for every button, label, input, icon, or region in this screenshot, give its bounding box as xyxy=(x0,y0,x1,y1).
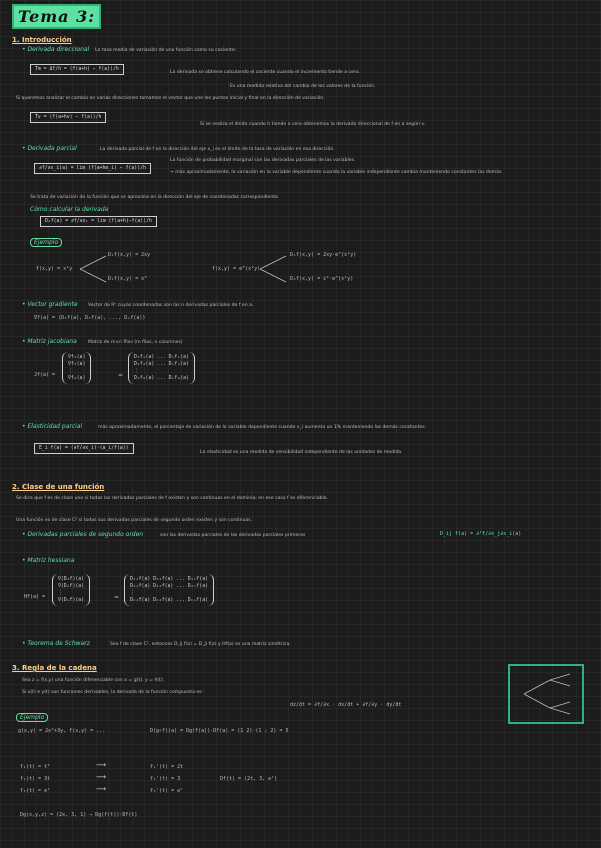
parcial-definition: La derivada parcial de f en la dirección del eje x_i es el límite de la tasa de variación en esa dirección. xyxy=(100,147,335,152)
section-3-text-1: Sea z = f(x,y) una función diferenciable con x = g(t), y = h(t). xyxy=(22,678,165,683)
section-3-text-3: dz/dt = ∂f/∂x · dx/dt + ∂f/∂y · dy/dt xyxy=(290,702,402,708)
hess-dots: ⋮ xyxy=(58,591,63,596)
page-title: Tema 3: xyxy=(12,4,101,29)
jac-dots-2: ⋮ xyxy=(134,369,139,374)
elasticidad-subheading: • Elasticidad parcial xyxy=(22,423,83,430)
example-gy: D₂f(x,y) = x²·e^(x²y) xyxy=(290,276,354,282)
hess-row-1-grad: ∇(D₁f)(a) xyxy=(58,577,84,582)
branch-arrows-1 xyxy=(78,252,108,286)
jac-dots: ⋮ xyxy=(68,369,73,374)
elasticidad-definition: más aproximadamente, el porcentaje de variación de la variable dependiente cuando x_i aumenta un 1% manteniendo las demás constantes. xyxy=(98,425,427,430)
example-fx: D₁f(x,y) = 2xy xyxy=(108,252,151,258)
chain-d2: f₂'(t) = 3 xyxy=(150,776,181,782)
example-gx: D₁f(x,y) = 2xy·e^(x²y) xyxy=(290,252,357,258)
chain-ex-line-2: D(g∘f)(a) = Dg(f(a))·Df(a) = (1 2)·(1 ; 2) = 5 xyxy=(150,728,289,734)
chain-rule-tree-diagram xyxy=(508,664,584,724)
hessiana-subheading: • Matriz hessiana xyxy=(22,557,75,564)
hess-equals: = xyxy=(114,594,120,601)
section-3-heading: 3. Regla de la cadena xyxy=(12,664,97,672)
jac-row-3-grad: ∇fₘ(a) xyxy=(68,376,86,381)
gradiente-subheading: • Vector gradiente xyxy=(22,301,78,308)
chain-f3: f₃(t) = eᵗ xyxy=(20,788,51,794)
parcial-note-1: La función de probabilidad marginal son las derivadas parciales de las variables. xyxy=(170,158,356,163)
jacobiana-matrix-right xyxy=(128,352,195,384)
jac-row-3-values: D₁fₘ(a) ... Dₙfₘ(a) xyxy=(134,376,189,381)
hess-dots-2: ⋮ xyxy=(130,591,135,596)
example-fy: D₂f(x,y) = x² xyxy=(108,276,148,282)
example-g: f(x,y) = e^(x²y) xyxy=(212,266,261,272)
chain-f2: f₂(t) = 3t xyxy=(20,776,51,782)
ejemplo-label: Ejemplo xyxy=(30,238,62,247)
jacobiana-subheading: • Matriz jacobiana xyxy=(22,338,77,345)
chain-d1: f₁'(t) = 2t xyxy=(150,764,184,770)
jacobiana-definition: Matriz de m×n filas (m filas, n columnas) xyxy=(88,340,183,345)
jacobiana-label: Jf(a) = xyxy=(34,372,56,378)
hess-row-3-grad: ∇(Dₙf)(a) xyxy=(58,598,84,603)
parcial-note-2: → más aproximadamente, la variación en la variable dependiente cuando la variable independiente cambia manteniendo constantes las demás. xyxy=(170,170,503,175)
jacobiana-matrix-left xyxy=(62,352,91,384)
schwarz-text: Sea f de clase C², entonces D_ij f(a) = D_ji f(a) y Hf(a) es una matriz simétrica. xyxy=(110,642,291,647)
gradiente-formula: ∇f(a) = (D₁f(a), D₂f(a), ..., Dₙf(a)) xyxy=(34,315,146,321)
jac-row-1-values: D₁f₁(a) ... Dₙf₁(a) xyxy=(134,355,189,360)
hess-row-2-values: D₂₁f(a) D₂₂f(a) ... D₂ₙf(a) xyxy=(130,584,208,589)
gradiente-definition: Vector de Rⁿ cuyas coordenadas son las n derivadas parciales de f en a. xyxy=(88,303,254,308)
section-2-heading: 2. Clase de una función xyxy=(12,483,105,491)
hessiana-matrix-right xyxy=(124,574,214,606)
chain-d3: f₃'(t) = eᵗ xyxy=(150,788,184,794)
arrow-3: ⟶ xyxy=(96,785,107,793)
tv-formula: Tv = (f(a+hv) − f(a))/h xyxy=(30,112,106,123)
parcial-note-3: Se trata de variación de la función que se aproxima en la dirección del eje de coordenadas correspondiente. xyxy=(30,195,280,200)
tv-note: Si se realiza el límite cuando h tiende a cero obtenemos la derivada direccional de f en a según v. xyxy=(200,122,426,127)
schwarz-subheading: • Teorema de Schwarz xyxy=(22,640,90,647)
tm-note-3: Si queremos analizar el cambio en varias direcciones tomamos el vector que une los puntos inicial y final en la dirección de variación. xyxy=(16,96,325,101)
tm-formula: Tm = Δf/h = (f(a+h) − f(a))/h xyxy=(30,64,124,75)
hessiana-matrix-left xyxy=(52,574,90,606)
chain-ex-line-1: g(x,y) = 2x²+3y, f(x,y) = ... xyxy=(18,728,106,734)
section-3-text-2: Si x(t) e y(t) son funciones derivables, la derivada de la función compuesta es: xyxy=(22,690,204,695)
segundo-orden-formula: D_ij f(a) = ∂²f/∂x_j∂x_i(a) xyxy=(440,531,522,537)
jac-row-1-grad: ∇f₁(a) xyxy=(68,355,86,360)
calc-formula: D₁f(a) = ∂f/∂x₁ = lim (f(a+h)−f(a))/h xyxy=(40,216,157,227)
derivada-definition: La tasa media de variación de una función como su cociente: xyxy=(95,48,237,53)
chain-final: Dg(x,y,z) = (2x, 3, 1) → Dg(f(t))·Df(t) xyxy=(20,812,138,818)
branch-arrows-2 xyxy=(258,252,288,286)
derivada-parcial-subheading: • Derivada parcial xyxy=(22,145,77,152)
tm-note-2: Es una medida relativa del cambio de los valores de la función. xyxy=(230,84,376,89)
section-2-text-1: Se dice que f es de clase uno si todas las derivadas parciales de f existen y son continuas en el dominio; en ese caso f es diferenciable. xyxy=(16,496,329,501)
chain-f1: f₁(t) = t² xyxy=(20,764,51,770)
hess-row-1-values: D₁₁f(a) D₁₂f(a) ... D₁ₙf(a) xyxy=(130,577,208,582)
segundo-orden-text: son las derivadas parciales de las derivadas parciales primeras xyxy=(160,533,306,538)
jac-row-2-grad: ∇f₂(a) xyxy=(68,362,86,367)
chain-result: Df(t) = (2t, 3, eᵗ) xyxy=(220,776,278,782)
calc-label: Cómo calcular la derivada xyxy=(30,206,109,213)
parcial-formula: ∂f/∂x_i(a) = lim (f(a+he_i) − f(a))/h xyxy=(34,163,151,174)
hessiana-label: Hf(a) = xyxy=(24,594,46,600)
tm-note-1: La derivada se obtiene calculando el cociente cuando el incremento tiende a cero. xyxy=(170,70,360,75)
example-f: f(x,y) = x²y xyxy=(36,266,73,272)
hess-row-3-values: Dₙ₁f(a) Dₙ₂f(a) ... Dₙₙf(a) xyxy=(130,598,208,603)
arrow-1: ⟶ xyxy=(96,761,107,769)
elasticidad-note: La elasticidad es una medida de sensibilidad independiente de las unidades de medida. xyxy=(200,450,403,455)
elasticidad-formula: E_i f(a) = (∂f/∂x_i)·(a_i/f(a)) xyxy=(34,443,134,454)
hess-row-2-grad: ∇(D₂f)(a) xyxy=(58,584,84,589)
derivada-direccional-subheading: • Derivada direccional xyxy=(22,46,90,53)
segundo-orden-subheading: • Derivadas parciales de segundo orden xyxy=(22,531,144,538)
section-2-text-2: Una función es de clase C² si todas sus derivadas parciales de segundo orden existen y son continuas. xyxy=(16,518,253,523)
chain-ejemplo-label: Ejemplo xyxy=(16,713,48,722)
jac-equals: = xyxy=(118,372,124,379)
section-1-heading: 1. Introducción xyxy=(12,36,72,44)
jac-row-2-values: D₁f₂(a) ... Dₙf₂(a) xyxy=(134,362,189,367)
tree-lines xyxy=(510,666,582,722)
arrow-2: ⟶ xyxy=(96,773,107,781)
